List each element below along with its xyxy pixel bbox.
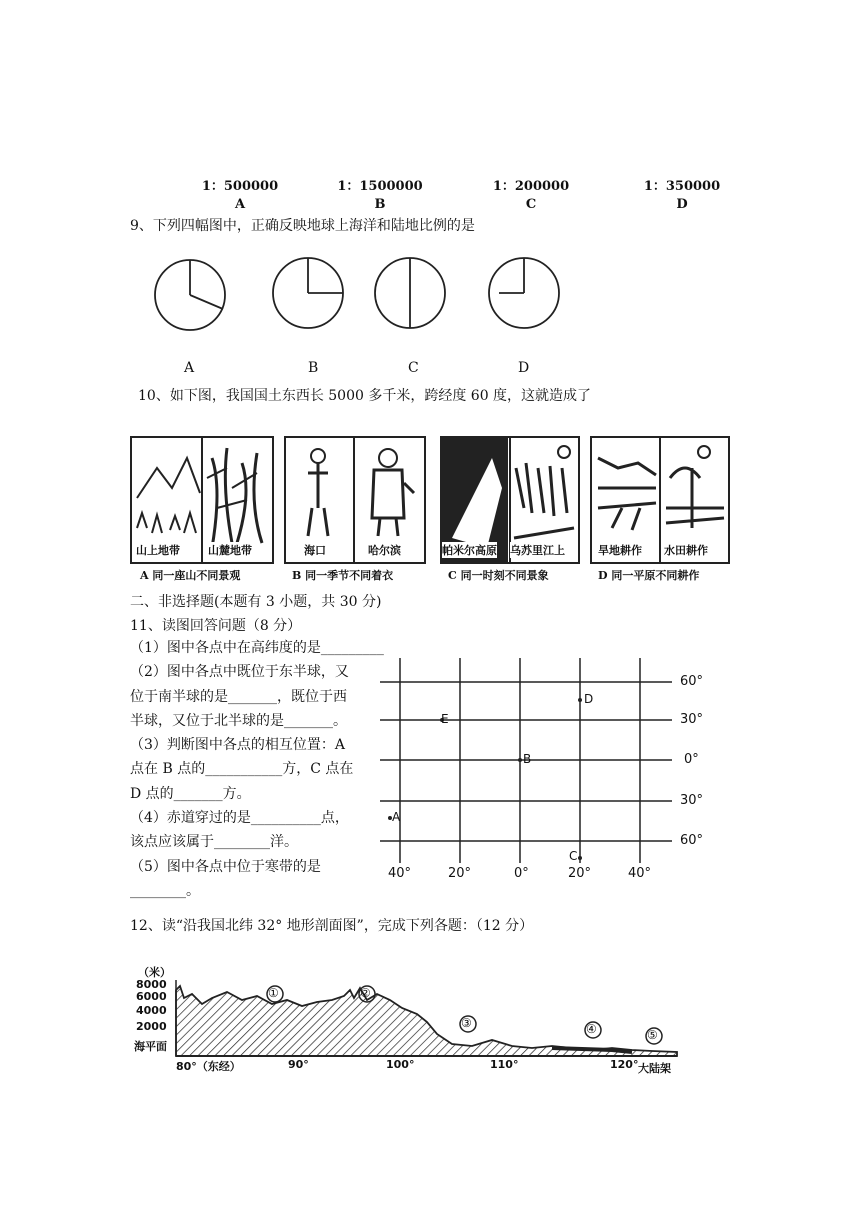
q11-line: （5）图中各点中位于寒带的是 (130, 858, 321, 875)
q9-option-b-label: B (308, 360, 319, 376)
scale-option-c (476, 178, 586, 214)
x-tick-110: 110° (490, 1058, 519, 1071)
q11-questions (130, 636, 384, 903)
marker-2: ② (360, 986, 371, 1000)
pie-option-c (375, 258, 445, 328)
panel-b-illustration (284, 436, 426, 564)
q9-pie-circles (140, 245, 580, 340)
profile-unit: （米） (138, 966, 171, 979)
q11-line: （2）图中各点中既位于东半球，又 (130, 664, 349, 681)
scale-option-a (185, 178, 295, 214)
y-tick-4000: 4000 (136, 1004, 167, 1017)
panel-b-left-caption: 海口 (304, 544, 326, 557)
q9-option-c-label: C (408, 360, 419, 376)
q11-line: （3）判断图中各点的相互位置：A (130, 737, 346, 754)
lat-label-30n: 30° (680, 712, 704, 727)
lon-label-20e: 20° (568, 866, 592, 881)
x-tick-100: 100° (386, 1058, 415, 1071)
lat-label-30s: 30° (680, 793, 704, 808)
marker-5: ⑤ (647, 1028, 658, 1042)
section-2-title: 二、非选择题(本题有 3 小题，共 30 分) (130, 594, 382, 610)
lon-label-40e: 40° (628, 866, 652, 881)
scale-letter: C (525, 197, 537, 212)
point-d-label: D (584, 692, 594, 706)
panel-d-caption: D 同一平原不同耕作 (598, 569, 700, 582)
marker-3: ③ (461, 1016, 472, 1030)
q11-line: D 点的_______方。 (130, 785, 251, 802)
x-tick-120: 120° (610, 1058, 639, 1071)
panel-c-left-caption: 帕米尔高原 (442, 544, 497, 557)
point-c-label: C (569, 849, 578, 863)
pie-option-d (489, 258, 559, 328)
panel-c-caption: C 同一时刻不同景象 (448, 569, 549, 582)
sea-level-label: 海平面 (134, 1040, 167, 1053)
scale-letter: D (676, 197, 688, 212)
panel-a-caption: A 同一座山不同景观 (140, 569, 241, 582)
q11-line: ________。 (130, 882, 200, 899)
q9-option-d-label: D (518, 360, 530, 376)
q11-line: （4）赤道穿过的是__________点， (130, 810, 349, 827)
scale-letter: A (234, 197, 246, 212)
q11-line: （1）图中各点中在高纬度的是_________ (130, 640, 384, 656)
q12-title: 12、读“沿我国北纬 32° 地形剖面图”，完成下列各题：（12 分） (130, 918, 534, 934)
grid-lines (380, 658, 710, 888)
panel-b-caption: B 同一季节不同着衣 (292, 569, 394, 582)
panel-d-right-caption: 水田耕作 (664, 544, 708, 557)
panel-a-left-caption: 山上地带 (136, 544, 180, 557)
y-tick-2000: 2000 (136, 1020, 167, 1033)
panel-c-right-caption: 乌苏里江上 (510, 544, 565, 557)
marker-4: ④ (586, 1022, 597, 1036)
panel-b-right-caption: 哈尔滨 (368, 544, 401, 557)
point-e-label: E (441, 712, 449, 726)
point-a-label: A (392, 810, 401, 824)
q10-question: 10、如下图，我国国土东西长 5000 多千米，跨经度 60 度，这就造成了 (138, 388, 592, 404)
lon-label-0: 0° (514, 866, 529, 881)
continental-shelf-label: 大陆架 (638, 1062, 671, 1075)
panel-a-right-caption: 山麓地带 (208, 544, 252, 557)
pie-option-b (273, 258, 343, 328)
lat-label-60n: 60° (680, 674, 704, 689)
q11-title: 11、读图回答问题（8 分） (130, 618, 302, 634)
y-tick-8000: 8000 (136, 978, 167, 991)
panel-d-left-caption: 旱地耕作 (598, 544, 642, 557)
panel-a-illustration (130, 436, 274, 564)
panel-d-illustration (590, 436, 730, 564)
scale-ratio: 1：500000 (201, 179, 279, 194)
scale-letter: B (374, 197, 386, 212)
q9-option-a-label: A (184, 360, 195, 376)
q9-question: 9、下列四幅图中，正确反映地球上海洋和陆地比例的是 (130, 218, 475, 234)
latlon-grid (380, 658, 710, 888)
lat-label-0: 0° (684, 752, 699, 767)
lon-label-20w: 20° (448, 866, 472, 881)
terrain-profile (132, 960, 682, 1080)
panel-c-illustration (440, 436, 580, 564)
point-b-label: B (523, 752, 532, 766)
lat-label-60s: 60° (680, 833, 704, 848)
x-tick-90: 90° (288, 1058, 309, 1071)
scale-ratio: 1：200000 (492, 179, 570, 194)
q11-line: 半球，又位于北半球的是_______。 (130, 712, 347, 729)
scale-ratio: 1：1500000 (337, 179, 423, 194)
q11-line: 位于南半球的是_______，既位于西 (130, 688, 347, 705)
q11-line: 点在 B 点的___________方，C 点在 (130, 761, 354, 778)
lon-label-40w: 40° (388, 866, 412, 881)
scale-ratio: 1：350000 (643, 179, 721, 194)
scale-option-b (325, 178, 435, 214)
scale-option-d (632, 178, 732, 214)
y-tick-6000: 6000 (136, 990, 167, 1003)
pie-option-a (155, 260, 225, 330)
x-tick-80: 80°（东经） (176, 1060, 241, 1073)
marker-1: ① (268, 986, 279, 1000)
q11-line: 该点应该属于________洋。 (130, 834, 298, 851)
